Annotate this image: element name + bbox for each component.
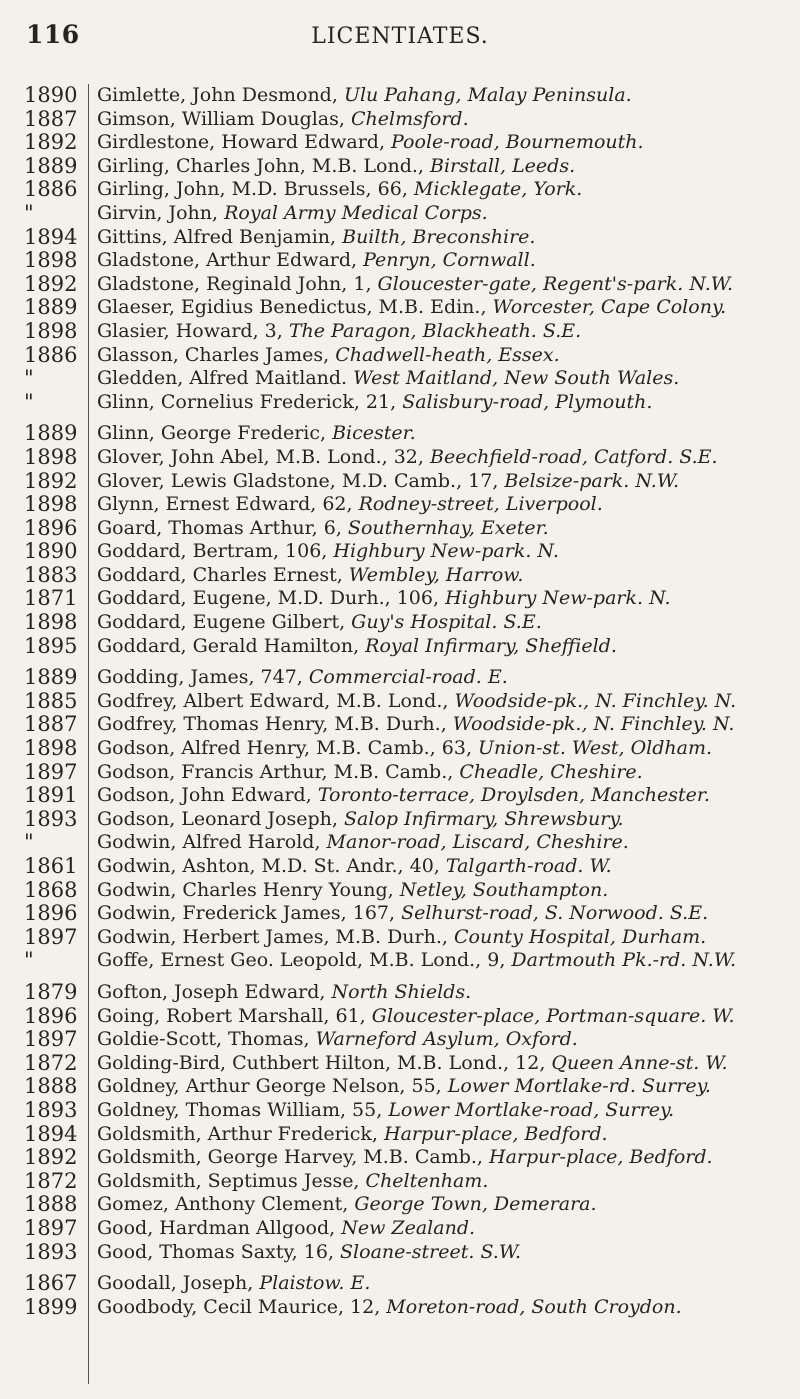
entry-year: "	[24, 830, 34, 855]
entry-name: Gimson, William Douglas,	[97, 107, 345, 130]
entry-year: 1871	[24, 586, 78, 611]
page-number: 116	[26, 20, 80, 49]
entry-name: Godson, Francis Arthur, M.B. Camb.,	[97, 760, 454, 783]
entry-year: 1889	[24, 153, 78, 178]
list-item	[97, 981, 787, 1005]
entry-address: Lower Mortlake-road, Surrey.	[388, 1098, 675, 1121]
entry-year: 1886	[24, 177, 78, 202]
entry-year: 1895	[24, 633, 78, 658]
entry-address: Woodside-pk., N. Finchley. N.	[452, 713, 735, 736]
list-item	[97, 1123, 787, 1147]
list-item	[97, 178, 787, 202]
entry-year: 1879	[24, 979, 78, 1004]
entry-address: The Paragon, Blackheath. S.E.	[288, 319, 582, 342]
entry-name: Glaeser, Egidius Benedictus, M.B. Edin.,	[97, 296, 487, 319]
list-item	[97, 202, 787, 226]
entry-name: Goldney, Thomas William, 55,	[97, 1098, 383, 1121]
entry-year: 1898	[24, 444, 78, 469]
entry-year: 1893	[24, 1239, 78, 1264]
entry-name: Good, Hardman Allgood,	[97, 1216, 336, 1239]
entry-name: Glover, John Abel, M.B. Lond., 32,	[97, 445, 424, 468]
entry-year: 1887	[24, 712, 78, 737]
entry-name: Good, Thomas Saxty, 16,	[97, 1240, 334, 1263]
entry-address: Chadwell-heath, Essex.	[335, 343, 560, 366]
running-head: LICENTIATES.	[311, 24, 489, 49]
entry-name: Goldney, Arthur George Nelson, 55,	[97, 1075, 442, 1098]
list-item	[97, 273, 787, 297]
entry-year: 1872	[24, 1050, 78, 1075]
list-item	[97, 517, 787, 541]
entry-address: Plaistow. E.	[259, 1272, 371, 1295]
entry-year: 1896	[24, 901, 78, 926]
entry-address: Chelmsford.	[350, 107, 469, 130]
entry-address: New Zealand.	[341, 1216, 476, 1239]
entry-year: 1892	[24, 271, 78, 296]
entry-address: Toronto-terrace, Droylsden, Manchester.	[317, 784, 710, 807]
entry-year: 1861	[24, 854, 78, 878]
list-item	[97, 1075, 787, 1099]
list-item	[97, 470, 787, 494]
entry-name: Girling, Charles John, M.B. Lond.,	[97, 154, 424, 177]
list-item	[97, 1170, 787, 1194]
entry-address: Cheadle, Cheshire.	[459, 760, 643, 783]
list-item	[97, 635, 787, 659]
entry-name: Glasier, Howard, 3,	[97, 319, 283, 342]
entry-year: 1893	[24, 806, 78, 831]
entry-address: Manor-road, Liscard, Cheshire.	[326, 831, 629, 854]
entry-name: Godson, Alfred Henry, M.B. Camb., 63,	[97, 737, 472, 760]
entry-year: 1897	[24, 924, 78, 949]
list-item	[97, 226, 787, 250]
entry-name: Godding, James, 747,	[97, 666, 303, 689]
entry-address: Ulu Pahang, Malay Peninsula.	[343, 84, 632, 106]
entry-year: 1890	[24, 83, 78, 107]
list-item	[97, 690, 787, 714]
list-item	[97, 1241, 787, 1265]
entry-name: Goldsmith, Septimus Jesse,	[97, 1169, 360, 1192]
entry-year: 1896	[24, 1003, 78, 1028]
entry-name: Goldie-Scott, Thomas,	[97, 1028, 310, 1051]
entry-address: County Hospital, Durham.	[453, 925, 707, 948]
entry-year: 1898	[24, 610, 78, 635]
entry-year: 1868	[24, 877, 78, 902]
entry-year: 1898	[24, 248, 78, 273]
list-item	[97, 1052, 787, 1076]
list-item	[97, 1146, 787, 1170]
entry-name: Godfrey, Albert Edward, M.B. Lond.,	[97, 689, 449, 712]
entry-address: Gloucester-gate, Regent's-park. N.W.	[377, 272, 734, 295]
list-item	[97, 320, 787, 344]
entry-address: Highbury New-park. N.	[333, 540, 559, 563]
list-item	[97, 1217, 787, 1241]
column-divider	[88, 84, 89, 1384]
entry-name: Girdlestone, Howard Edward,	[97, 131, 385, 154]
entry-year: 1896	[24, 515, 78, 540]
entry-address: Micklegate, York.	[413, 178, 583, 201]
year-column	[24, 84, 84, 1319]
entry-name: Glinn, George Frederic,	[97, 422, 327, 445]
entry-address: Rodney-street, Liverpool.	[358, 493, 603, 516]
entry-name: Goldsmith, Arthur Frederick,	[97, 1122, 378, 1145]
entry-name: Gladstone, Arthur Edward,	[97, 249, 358, 272]
entry-year: 1889	[24, 421, 78, 446]
list-item	[97, 1099, 787, 1123]
entries-list	[97, 84, 787, 1319]
entry-address: Gloucester-place, Portman-square. W.	[371, 1004, 735, 1027]
entry-address: Dartmouth Pk.-rd. N.W.	[511, 949, 737, 972]
list-item	[97, 367, 787, 391]
list-item	[97, 808, 787, 832]
list-item	[97, 926, 787, 950]
entry-name: Goodbody, Cecil Maurice, 12,	[97, 1295, 381, 1318]
entry-year: 1889	[24, 295, 78, 320]
entry-address: Moreton-road, South Croydon.	[386, 1295, 682, 1318]
entry-year: 1898	[24, 492, 78, 517]
entry-name: Golding-Bird, Cuthbert Hilton, M.B. Lond., 12,	[97, 1051, 546, 1074]
list-item	[97, 155, 787, 179]
entry-year: "	[24, 366, 34, 391]
list-item	[97, 422, 787, 446]
entry-name: Gomez, Anthony Clement,	[97, 1193, 349, 1216]
entry-address: West Maitland, New South Wales.	[353, 367, 680, 390]
entry-year: 1885	[24, 688, 78, 713]
entry-address: Commercial-road. E.	[308, 666, 508, 689]
entry-address: Woodside-pk., N. Finchley. N.	[454, 689, 737, 712]
list-item	[97, 344, 787, 368]
entry-address: Salisbury-road, Plymouth.	[402, 390, 653, 413]
entry-address: Beechfield-road, Catford. S.E.	[429, 445, 718, 468]
list-item	[97, 108, 787, 132]
entry-address: Union-st. West, Oldham.	[478, 737, 713, 760]
list-item	[97, 949, 787, 973]
entry-year: 1891	[24, 783, 78, 808]
entry-name: Glasson, Charles James,	[97, 343, 330, 366]
list-item	[97, 855, 787, 879]
entry-name: Godfrey, Thomas Henry, M.B. Durh.,	[97, 713, 447, 736]
list-item	[97, 540, 787, 564]
list-item	[97, 1296, 787, 1320]
list-item	[97, 587, 787, 611]
list-item	[97, 131, 787, 155]
entry-name: Goddard, Gerald Hamilton,	[97, 634, 360, 657]
entry-name: Glover, Lewis Gladstone, M.D. Camb., 17,	[97, 469, 499, 492]
entry-address: Harpur-place, Bedford.	[384, 1122, 608, 1145]
entry-name: Gladstone, Reginald John, 1,	[97, 272, 372, 295]
entry-address: Birstall, Leeds.	[430, 154, 576, 177]
entry-name: Godwin, Frederick James, 167,	[97, 902, 396, 925]
entry-name: Goffe, Ernest Geo. Leopold, M.B. Lond., 9,	[97, 949, 506, 972]
entry-address: Wembley, Harrow.	[348, 563, 524, 586]
entry-address: Harpur-place, Bedford.	[489, 1146, 713, 1169]
list-item	[97, 564, 787, 588]
entry-name: Gofton, Joseph Edward,	[97, 980, 326, 1003]
entry-address: Guy's Hospital. S.E.	[351, 611, 542, 634]
entry-year: 1890	[24, 539, 78, 564]
entry-address: Poole-road, Bournemouth.	[391, 131, 644, 154]
entry-address: Bicester.	[332, 422, 416, 445]
list-item	[97, 249, 787, 273]
entry-year: 1867	[24, 1271, 78, 1296]
entry-address: Cheltenham.	[365, 1169, 489, 1192]
entry-year: 1892	[24, 130, 78, 155]
entry-year: "	[24, 200, 34, 225]
entry-year: 1893	[24, 1097, 78, 1122]
entry-address: Royal Army Medical Corps.	[224, 201, 488, 224]
entry-name: Going, Robert Marshall, 61,	[97, 1004, 366, 1027]
list-item	[97, 831, 787, 855]
entry-name: Goddard, Charles Ernest,	[97, 563, 343, 586]
list-item	[97, 493, 787, 517]
entry-name: Glynn, Ernest Edward, 62,	[97, 493, 353, 516]
entry-year: 1883	[24, 562, 78, 587]
entry-name: Goldsmith, George Harvey, M.B. Camb.,	[97, 1146, 483, 1169]
entry-name: Goddard, Eugene Gilbert,	[97, 611, 346, 634]
entry-year: 1889	[24, 665, 78, 690]
entry-name: Godwin, Ashton, M.D. St. Andr., 40,	[97, 855, 440, 877]
entry-year: 1888	[24, 1074, 78, 1099]
list-item	[97, 446, 787, 470]
list-item	[97, 84, 787, 108]
list-item	[97, 761, 787, 785]
entry-year: 1894	[24, 1121, 78, 1146]
entry-year: 1894	[24, 224, 78, 249]
entry-name: Goard, Thomas Arthur, 6,	[97, 516, 342, 539]
entry-year: 1886	[24, 342, 78, 367]
entry-name: Girvin, John,	[97, 201, 219, 224]
entry-address: Salop Infirmary, Shrewsbury.	[343, 807, 624, 830]
entry-name: Godwin, Charles Henry Young,	[97, 878, 394, 901]
entry-year: 1897	[24, 1027, 78, 1052]
entry-address: Highbury New-park. N.	[445, 587, 671, 610]
list-item	[97, 391, 787, 415]
list-item	[97, 902, 787, 926]
entry-year: 1898	[24, 736, 78, 761]
entry-address: Talgarth-road. W.	[445, 855, 612, 877]
entry-year: "	[24, 948, 34, 973]
entry-address: Belsize-park. N.W.	[504, 469, 680, 492]
entry-address: Queen Anne-st. W.	[551, 1051, 728, 1074]
entry-year: 1872	[24, 1168, 78, 1193]
entry-name: Gimlette, John Desmond,	[97, 84, 338, 106]
entry-address: Warneford Asylum, Oxford.	[315, 1028, 578, 1051]
entry-name: Goddard, Eugene, M.D. Durh., 106,	[97, 587, 440, 610]
list-item	[97, 296, 787, 320]
entry-address: North Shields.	[331, 980, 472, 1003]
entry-name: Godson, Leonard Joseph,	[97, 807, 338, 830]
list-item	[97, 666, 787, 690]
list-item	[97, 879, 787, 903]
entry-year: 1899	[24, 1294, 78, 1319]
entry-address: Worcester, Cape Colony.	[492, 296, 727, 319]
entry-year: "	[24, 389, 34, 414]
entry-address: Selhurst-road, S. Norwood. S.E.	[401, 902, 709, 925]
entry-address: Sloane-street. S.W.	[340, 1240, 522, 1263]
entry-name: Godson, John Edward,	[97, 784, 312, 807]
entry-year: 1892	[24, 468, 78, 493]
entry-year: 1887	[24, 106, 78, 131]
entry-name: Glinn, Cornelius Frederick, 21,	[97, 390, 397, 413]
entry-name: Godwin, Alfred Harold,	[97, 831, 321, 854]
entry-year: 1898	[24, 318, 78, 343]
entry-year: 1897	[24, 759, 78, 784]
list-item	[97, 737, 787, 761]
list-item	[97, 1193, 787, 1217]
entry-name: Gledden, Alfred Maitland.	[97, 367, 348, 390]
entry-year: 1892	[24, 1145, 78, 1170]
entry-address: Royal Infirmary, Sheffield.	[365, 634, 617, 657]
entry-address: Netley, Southampton.	[399, 878, 609, 901]
entry-address: Penryn, Cornwall.	[363, 249, 536, 272]
entry-name: Goodall, Joseph,	[97, 1272, 254, 1295]
entry-address: Southernhay, Exeter.	[347, 516, 549, 539]
list-item	[97, 611, 787, 635]
list-item	[97, 784, 787, 808]
entry-name: Gittins, Alfred Benjamin,	[97, 225, 337, 248]
entry-year: 1888	[24, 1192, 78, 1217]
entry-name: Godwin, Herbert James, M.B. Durh.,	[97, 925, 448, 948]
list-item	[97, 1005, 787, 1029]
entry-name: Girling, John, M.D. Brussels, 66,	[97, 178, 408, 201]
entry-year: 1897	[24, 1215, 78, 1240]
entry-address: Lower Mortlake-rd. Surrey.	[447, 1075, 711, 1098]
entry-address: George Town, Demerara.	[354, 1193, 597, 1216]
list-item	[97, 1028, 787, 1052]
entry-name: Goddard, Bertram, 106,	[97, 540, 328, 563]
entry-address: Builth, Breconshire.	[342, 225, 536, 248]
list-item	[97, 713, 787, 737]
list-item	[97, 1272, 787, 1296]
